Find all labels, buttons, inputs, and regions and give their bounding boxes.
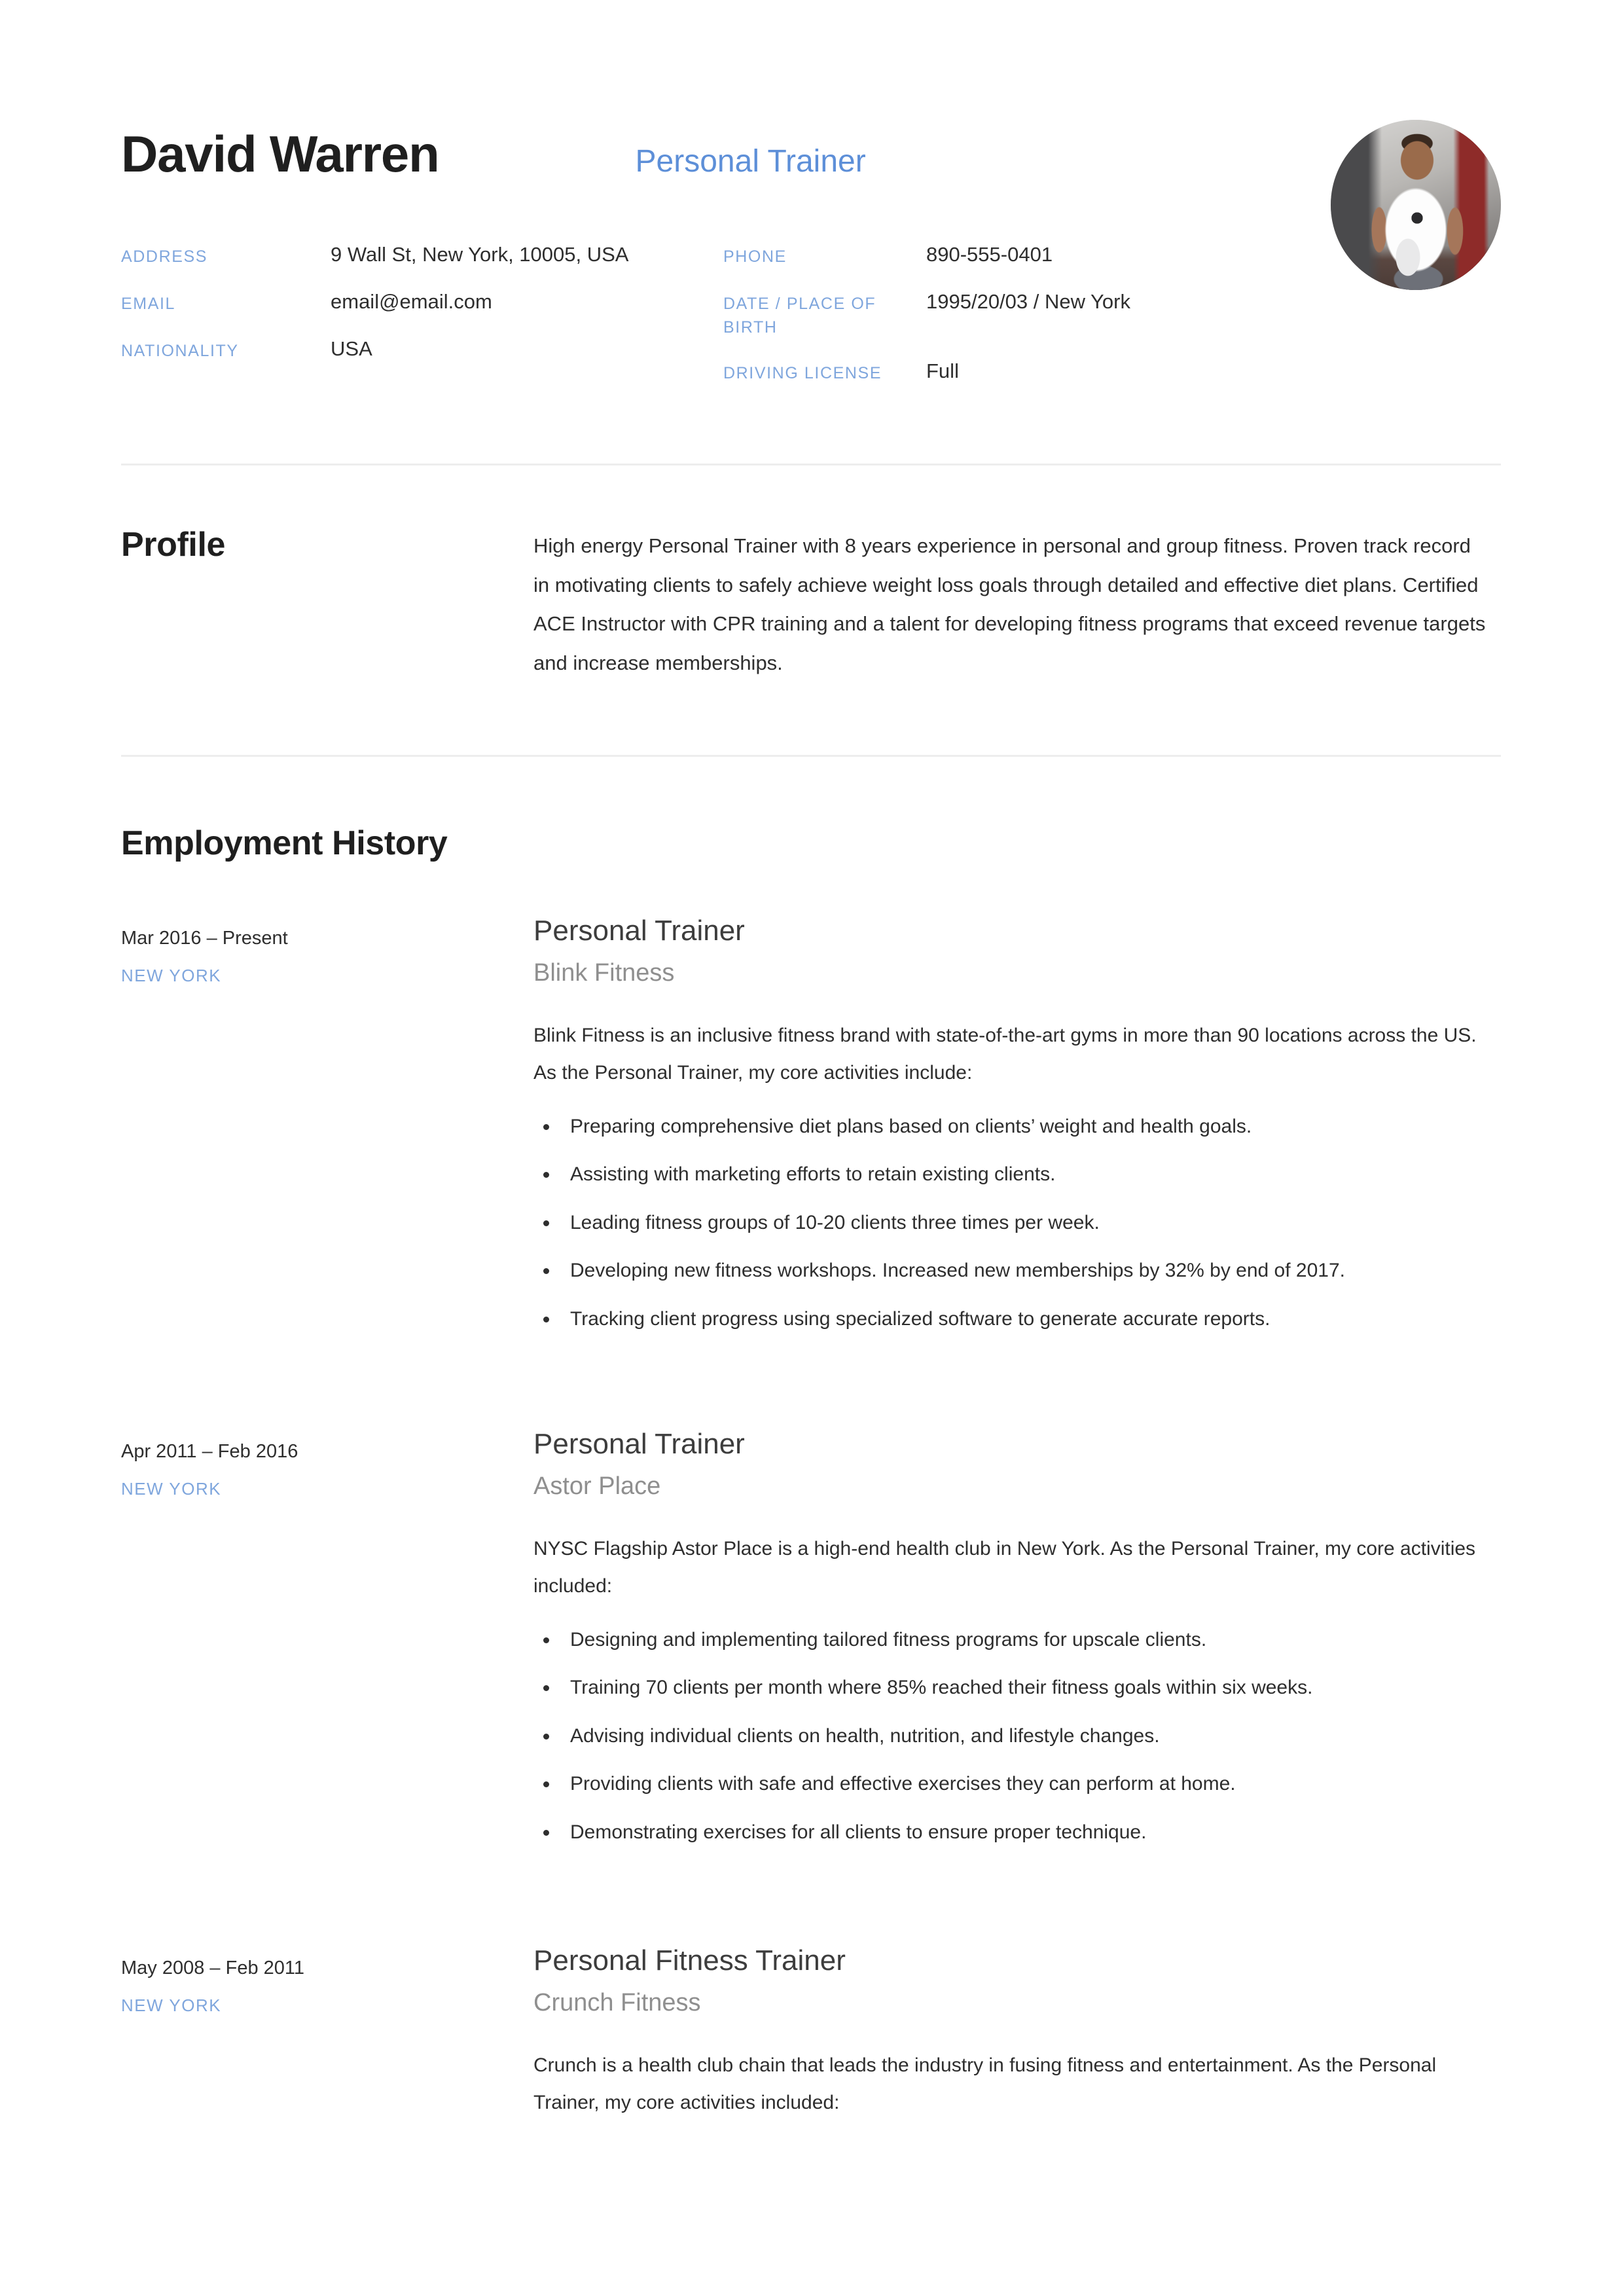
employment-description: NYSC Flagship Astor Place is a high-end health club in New York. As the Personal Trainer, my core activities included: (533, 1537, 1476, 1597)
list-item (533, 1625, 1501, 1656)
employment-dates: May 2008 – Feb 2011 (121, 1958, 304, 1979)
employment-meta (121, 1944, 533, 2016)
list-item (533, 1721, 1501, 1752)
contact-value-birth: 1995/20/03 / New York (926, 289, 1130, 313)
list-item (533, 1256, 1501, 1286)
employment-role: Personal Trainer (533, 915, 745, 947)
employment-location: NEW YORK (121, 1478, 222, 1499)
employment-entry (121, 1427, 1501, 1865)
employment-heading: Employment History (121, 824, 448, 863)
contact-value-phone: 890-555-0401 (926, 243, 1053, 266)
divider-after-contact (121, 464, 1501, 465)
list-item (533, 1159, 1501, 1190)
list-item (533, 1769, 1501, 1800)
bullet-text: Providing clients with safe and effective exercises they can perform at home. (570, 1773, 1236, 1795)
employment-meta (121, 1427, 533, 1499)
bullet-dot-icon (543, 1124, 549, 1130)
resume-header (121, 0, 1501, 183)
bullet-text: Developing new fitness workshops. Increased new memberships by 32% by end of 2017. (570, 1260, 1345, 1282)
bullet-text: Leading fitness groups of 10-20 clients three times per week. (570, 1211, 1100, 1233)
contact-value-driving-license: Full (926, 359, 959, 383)
list-item (533, 1208, 1501, 1239)
profile-text: High energy Personal Trainer with 8 years experience in personal and group fitness. Proven track record in motivating clients to safely achieve weight loss goals through detailed and effective diet plans. Certified ACE Instructor with CPR training and a talent for developing fitness programs that exceed revenue targets and increase memberships. (533, 534, 1486, 674)
bullet-text: Advising individual clients on health, nutrition, and lifestyle changes. (570, 1724, 1160, 1747)
contact-value-email: email@email.com (331, 289, 492, 313)
bullet-dot-icon (543, 1317, 549, 1322)
contact-column-right (723, 240, 1312, 386)
employment-main (533, 1944, 1501, 2141)
employment-dates: Mar 2016 – Present (121, 928, 288, 949)
avatar-photo (1331, 120, 1501, 290)
employment-main (533, 914, 1501, 1352)
employment-dates: Apr 2011 – Feb 2016 (121, 1441, 298, 1463)
list-item (533, 1817, 1501, 1848)
contact-label-phone: PHONE (723, 247, 787, 266)
employment-entry (121, 914, 1501, 1352)
contact-column-left (121, 240, 723, 386)
employment-company: Crunch Fitness (533, 1989, 701, 2017)
employment-bullets (533, 1112, 1501, 1335)
employment-description: Crunch is a health club chain that leads the industry in fusing fitness and entertainment. As the Personal Trainer, my core activities included: (533, 2054, 1437, 2114)
bullet-dot-icon (543, 1220, 549, 1226)
contact-details (121, 240, 1501, 386)
list-item (533, 1304, 1501, 1335)
employment-entry (121, 1944, 1501, 2141)
avatar (1331, 120, 1501, 290)
contact-label-birth: DATE / PLACE OF BIRTH (723, 294, 876, 337)
contact-label-address: ADDRESS (121, 247, 208, 266)
contact-label-driving-license: DRIVING LICENSE (723, 364, 882, 383)
bullet-dot-icon (543, 1685, 549, 1691)
bullet-dot-icon (543, 1830, 549, 1836)
contact-value-nationality: USA (331, 337, 372, 360)
name-row (121, 125, 1501, 183)
bullet-text: Tracking client progress using specialized software to generate accurate reports. (570, 1307, 1271, 1330)
bullet-text: Demonstrating exercises for all clients to ensure proper technique. (570, 1821, 1147, 1843)
bullet-text: Assisting with marketing efforts to retain existing clients. (570, 1163, 1056, 1186)
employment-company: Blink Fitness (533, 959, 675, 987)
employment-meta (121, 914, 533, 986)
header-job-title: Personal Trainer (635, 144, 866, 179)
bullet-dot-icon (543, 1734, 549, 1740)
divider-after-profile (121, 755, 1501, 757)
page-title: David Warren (121, 125, 439, 183)
contact-value-address: 9 Wall St, New York, 10005, USA (331, 243, 629, 266)
employment-location: NEW YORK (121, 1995, 222, 2015)
profile-body (533, 526, 1501, 682)
contact-label-email: EMAIL (121, 294, 176, 313)
list-item (533, 1112, 1501, 1142)
bullet-text: Designing and implementing tailored fitness programs for upscale clients. (570, 1628, 1207, 1650)
employment-main (533, 1427, 1501, 1865)
bullet-dot-icon (543, 1268, 549, 1274)
list-item (533, 1673, 1501, 1704)
employment-role: Personal Trainer (533, 1428, 745, 1461)
employment-description: Blink Fitness is an inclusive fitness brand with state-of-the-art gyms in more than 90 locations across the US. As the Personal Trainer, my core activities include: (533, 1024, 1477, 1084)
bullet-text: Training 70 clients per month where 85% reached their fitness goals within six weeks. (570, 1677, 1313, 1699)
bullet-dot-icon (543, 1172, 549, 1178)
bullet-text: Preparing comprehensive diet plans based on clients’ weight and health goals. (570, 1115, 1252, 1137)
employment-role: Personal Fitness Trainer (533, 1944, 846, 1977)
contact-label-nationality: NATIONALITY (121, 341, 239, 360)
profile-heading: Profile (121, 526, 226, 564)
employment-bullets (533, 1625, 1501, 1848)
profile-section (121, 526, 1501, 682)
employment-location: NEW YORK (121, 965, 222, 985)
bullet-dot-icon (543, 1637, 549, 1643)
employment-company: Astor Place (533, 1472, 661, 1501)
bullet-dot-icon (543, 1781, 549, 1787)
